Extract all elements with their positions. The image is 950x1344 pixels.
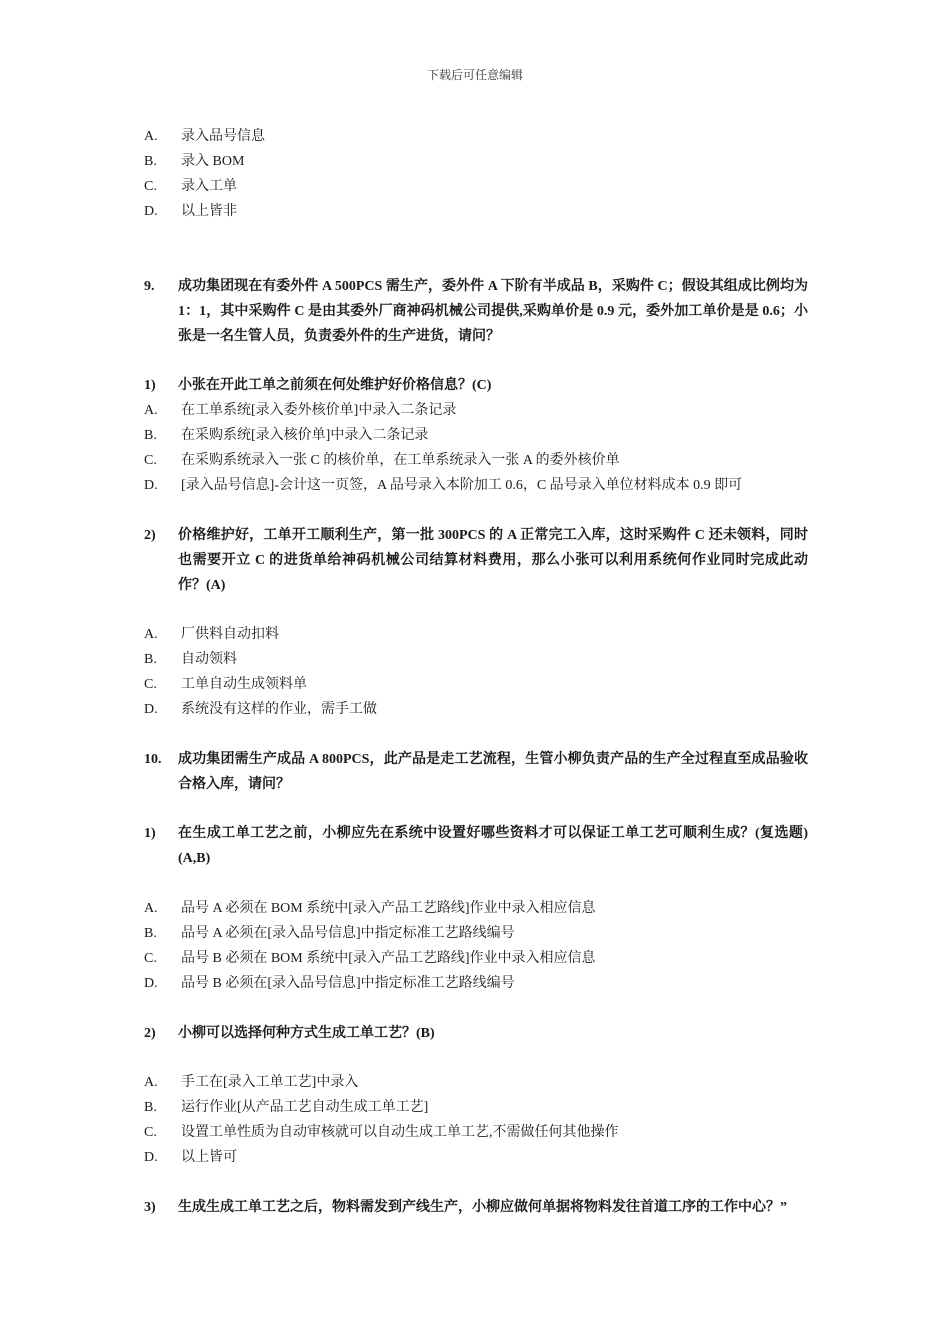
option-d: D. 品号 B 必须在[录入品号信息]中指定标准工艺路线编号 <box>144 976 515 991</box>
option-b: B. 在采购系统[录入核价单]中录入二条记录 <box>144 428 429 443</box>
question-9-1: 1) 小张在开此工单之前须在何处维护好价格信息？(C) <box>144 378 492 393</box>
option-c: C. 在采购系统录入一张 C 的核价单，在工单系统录入一张 A 的委外核价单 <box>144 453 620 468</box>
question-9: 9. 成功集团现在有委外件 A 500PCS 需生产，委外件 A 下阶有半成品 B，采购件 C；假设其组成比例均为 1：1，其中采购件 C 是由其委外厂商神码机械公司提供,采购单价是 0.9 元，委外加工单价是是 0.6；小张是一名生管人员，负责委外件的生产进货，请问？ <box>144 279 808 344</box>
option-c: C. 录入工单 <box>144 179 237 194</box>
option-d: D. 系统没有这样的作业，需手工做 <box>144 702 377 717</box>
question-10-3: 3) 生成生成工单工艺之后，物料需发到产线生产，小柳应做何单据将物料发往首道工序的工作中心？” <box>144 1200 787 1215</box>
option-a: A. 品号 A 必须在 BOM 系统中[录入产品工艺路线]作业中录入相应信息 <box>144 901 596 916</box>
question-10-2: 2) 小柳可以选择何种方式生成工单工艺？(B) <box>144 1026 435 1041</box>
question-10: 10. 成功集团需生产成品 A 800PCS，此产品是走工艺流程，生管小柳负责产品的生产全过程直至成品验收合格入库，请问？ <box>144 752 808 792</box>
option-c: C. 工单自动生成领料单 <box>144 677 307 692</box>
option-b: B. 品号 A 必须在[录入品号信息]中指定标准工艺路线编号 <box>144 926 515 941</box>
option-a: A. 在工单系统[录入委外核价单]中录入二条记录 <box>144 403 457 418</box>
option-a: A. 手工在[录入工单工艺]中录入 <box>144 1075 359 1090</box>
option-a: A. 厂供料自动扣料 <box>144 627 279 642</box>
option-d: D. 以上皆非 <box>144 204 237 219</box>
page-header: 下载后可任意编辑 <box>426 68 523 82</box>
option-d: D. 以上皆可 <box>144 1150 237 1165</box>
question-9-2: 2) 价格维护好，工单开工顺利生产，第一批 300PCS 的 A 正常完工入库，这时采购件 C 还未领料，同时也需要开立 C 的进货单给神码机械公司结算材料费用，那么小张可以利用系统何作业同时完成此动作？(A) <box>144 528 808 593</box>
option-a: A. 录入品号信息 <box>144 129 265 144</box>
option-b: B. 运行作业[从产品工艺自动生成工单工艺] <box>144 1100 429 1115</box>
option-b: B. 自动领料 <box>144 652 237 667</box>
option-b: B. 录入 BOM <box>144 154 245 169</box>
option-c: C. 设置工单性质为自动审核就可以自动生成工单工艺,不需做任何其他操作 <box>144 1125 619 1140</box>
option-d: D. [录入品号信息]-会计这一页签，A 品号录入本阶加工 0.6，C 品号录入单位材料成本 0.9 即可 <box>144 478 743 493</box>
question-10-1: 1) 在生成工单工艺之前，小柳应先在系统中设置好哪些资料才可以保证工单工艺可顺利生成？(复选题) (A,B) <box>144 826 808 866</box>
option-c: C. 品号 B 必须在 BOM 系统中[录入产品工艺路线]作业中录入相应信息 <box>144 951 596 966</box>
